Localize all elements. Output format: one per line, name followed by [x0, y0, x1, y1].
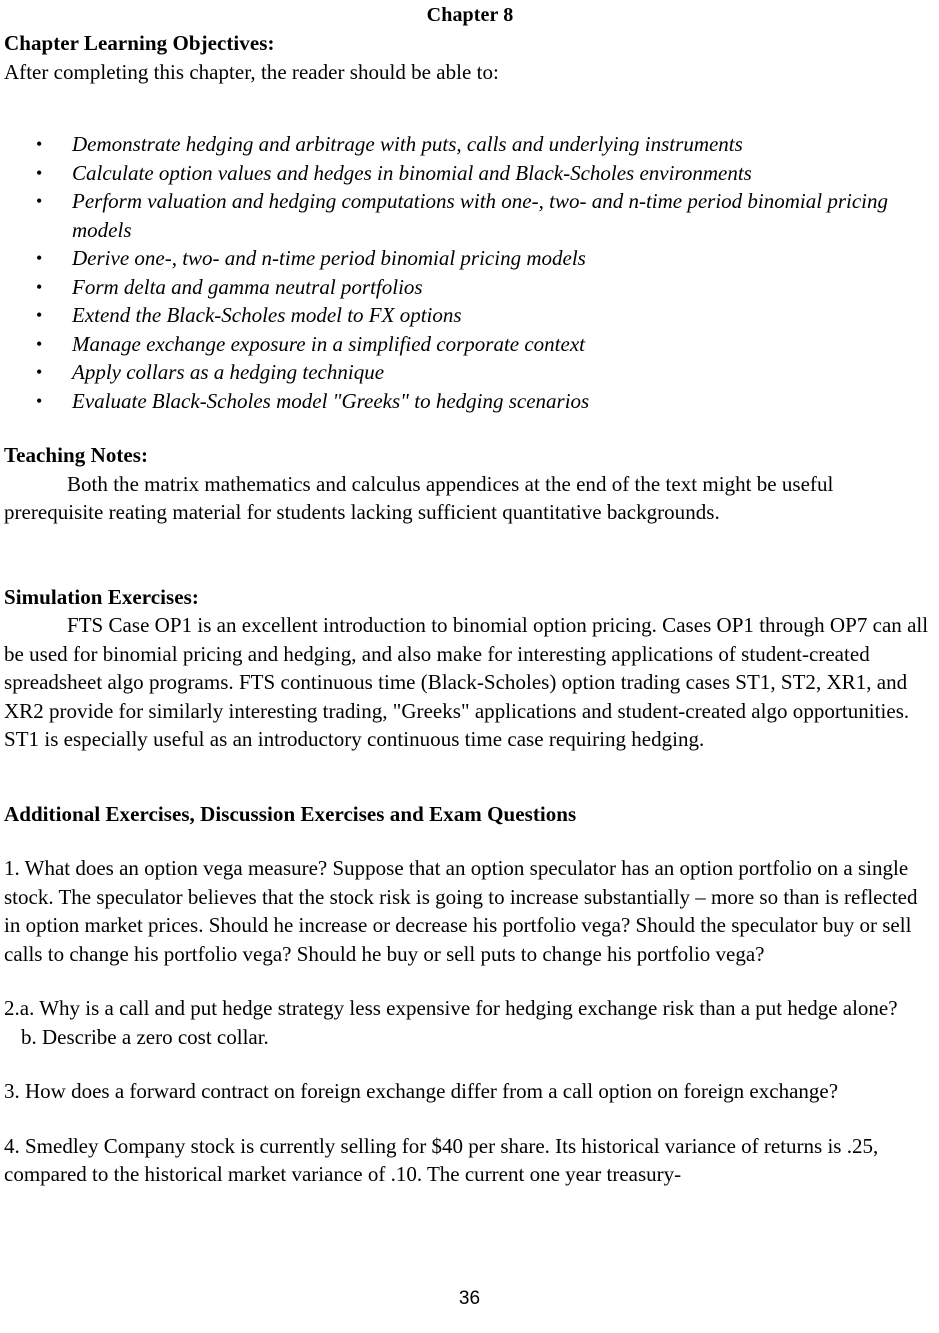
spacer	[4, 415, 936, 441]
exercise-question-3: 3. How does a forward contract on foreign exchange differ from a call option on foreign exchange?	[4, 1079, 839, 1103]
bullet-icon: •	[36, 134, 43, 154]
exercise-question-2b: b. Describe a zero cost collar.	[21, 1024, 269, 1049]
teaching-notes-paragraph: Both the matrix mathematics and calculus appendices at the end of the text might be useful prerequisite reating material for students lacking sufficient quantitative backgrounds.	[4, 471, 834, 524]
list-item-label: Manage exchange exposure in a simplified corporate context	[72, 331, 585, 356]
spacer	[4, 968, 936, 994]
spacer	[4, 527, 936, 583]
list-item	[4, 244, 936, 273]
list-item-label: Demonstrate hedging and arbitrage with puts, calls and underlying instruments	[72, 132, 743, 156]
list-item-label: Extend the Black-Scholes model to FX options	[72, 303, 462, 327]
bullet-icon: •	[36, 362, 43, 382]
bullet-icon: •	[36, 390, 43, 411]
page-content	[4, 0, 936, 1189]
list-item	[4, 358, 936, 387]
teaching-notes-heading: Teaching Notes:	[4, 443, 149, 467]
list-item-label: Apply collars as a hedging technique	[72, 360, 385, 384]
spacer	[4, 86, 936, 130]
bullet-icon: •	[36, 305, 43, 325]
exercise-question-1: 1. What does an option vega measure? Suppose that an option speculator has an option portfolio on a single stock. The speculator believes that the stock risk is going to increase substantially – more so than is reflected in option market prices. Should he increase or decrease his portfolio vega? Should the speculator buy or sell calls to change his portfolio vega? Should he buy or sell puts to change his portfolio vega?	[4, 856, 918, 966]
simulation-exercises-heading: Simulation Exercises:	[4, 584, 199, 609]
list-item-label: Derive one-, two- and n-time period binomial pricing models	[72, 246, 586, 270]
exercise-question-4: 4. Smedley Company stock is currently selling for $40 per share. Its historical variance of returns is .25, compared to the historical market variance of .10. The current one year treasury-	[4, 1133, 879, 1186]
simulation-exercises-paragraph: FTS Case OP1 is an excellent introduction to binomial option pricing. Cases OP1 through OP7 can all be used for binomial pricing and hedging, and also make for interesting applications of student-created spreadsheet algo programs. FTS continuous time (Black-Scholes) option trading cases ST1, ST2, XR1, and XR2 provide for similarly interesting trading, "Greeks" applications and student-created algo opportunities. ST1 is especially useful as an introductory continuous time case requiring hedging.	[4, 613, 929, 751]
list-item-label: Calculate option values and hedges in binomial and Black-Scholes environments	[72, 160, 752, 185]
chapter-title: Chapter 8	[426, 4, 514, 26]
spacer	[4, 1051, 936, 1077]
bullet-icon: •	[36, 276, 43, 297]
learning-objectives-heading: Chapter Learning Objectives:	[4, 31, 275, 55]
list-item	[4, 330, 936, 359]
list-item-label: Perform valuation and hedging computations with one-, two- and n-time period binomial pricing models	[72, 189, 889, 242]
list-item	[4, 273, 936, 302]
exercise-question-2a: 2.a. Why is a call and put hedge strategy less expensive for hedging exchange risk than a put hedge alone?	[4, 996, 898, 1020]
bullet-icon: •	[36, 248, 43, 268]
bullet-icon: •	[36, 191, 43, 211]
bullet-icon: •	[36, 162, 43, 183]
list-item	[4, 159, 936, 188]
learning-objectives-intro: After completing this chapter, the reader should be able to:	[4, 59, 499, 84]
page-number: 36	[458, 1288, 481, 1309]
list-item	[4, 301, 936, 330]
list-item	[4, 187, 936, 244]
spacer	[4, 754, 936, 800]
list-item	[4, 387, 936, 416]
bullet-icon: •	[36, 333, 43, 354]
list-item-label: Evaluate Black-Scholes model "Greeks" to hedging scenarios	[72, 388, 590, 413]
spacer	[4, 1106, 936, 1132]
additional-exercises-heading: Additional Exercises, Discussion Exercises and Exam Questions	[4, 801, 577, 826]
list-item	[4, 130, 936, 159]
list-item-label: Form delta and gamma neutral portfolios	[72, 274, 423, 299]
learning-objectives-list	[4, 130, 936, 415]
spacer	[4, 828, 936, 854]
